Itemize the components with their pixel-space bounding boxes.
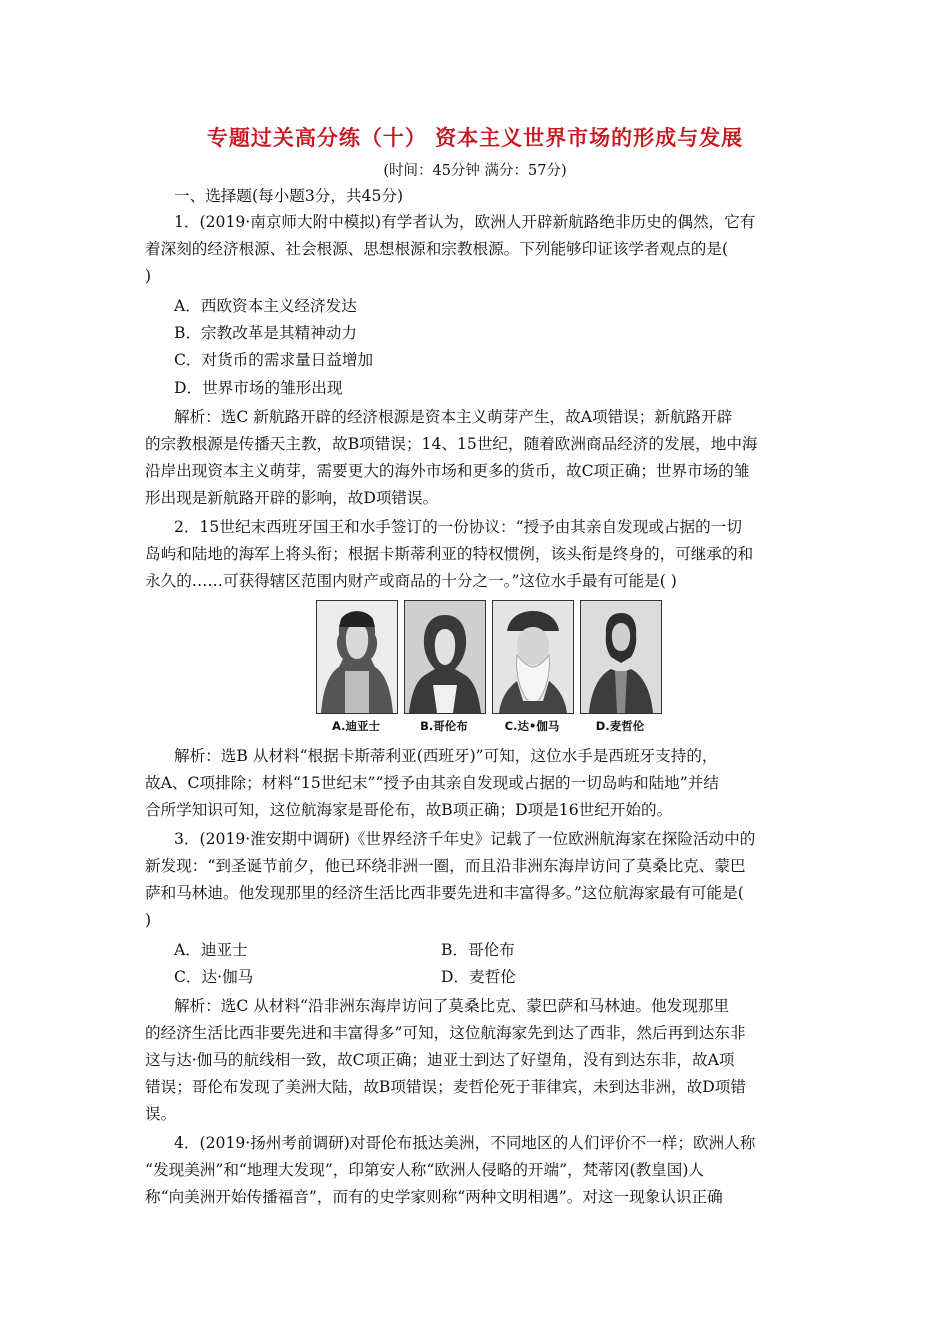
q3-analysis-line: 这与达·伽马的航线相一致，故C项正确；迪亚士到达了好望角，没有到达东非，故A项	[145, 1051, 735, 1069]
caption-c: C.达•伽马	[504, 719, 560, 733]
page-title: 专题过关高分练（十） 资本主义世界市场的形成与发展	[206, 126, 744, 150]
q3-option-d: D．麦哲伦	[441, 968, 516, 986]
q3-analysis-line: 误。	[145, 1105, 177, 1123]
q1-option-d: D．世界市场的雏形出现	[174, 379, 343, 397]
q1-option-b: B．宗教改革是其精神动力	[174, 324, 357, 342]
q2-analysis-line: 故A、C项排除；材料“15世纪末”“授予由其亲自发现或占据的一切岛屿和陆地”并结	[145, 774, 719, 792]
q3-stem-line: 萨和马林迪。他发现那里的经济生活比西非要先进和丰富得多。”这位航海家最有可能是(	[145, 884, 744, 902]
portrait-da-gama	[492, 600, 574, 714]
q2-analysis-line: 合所学知识可知，这位航海家是哥伦布，故B项正确；D项是16世纪开始的。	[145, 801, 673, 819]
q4-stem-line: “发现美洲”和“地理大发现”，印第安人称“欧洲人侵略的开端”，梵蒂冈(教皇国)人	[145, 1161, 704, 1179]
q1-stem-line: )	[145, 267, 152, 285]
q3-stem-line: )	[145, 911, 152, 929]
portrait-magellan	[580, 600, 662, 714]
q3-option-b: B．哥伦布	[441, 941, 515, 959]
q3-option-c: C．达·伽马	[174, 968, 254, 986]
q2-stem-line: 岛屿和陆地的海军上将头衔；根据卡斯蒂利亚的特权惯例，该头衔是终身的，可继承的和	[145, 545, 754, 563]
caption-d: D.麦哲伦	[595, 719, 645, 733]
caption-a: A.迪亚士	[332, 719, 380, 733]
q1-analysis-line: 的宗教根源是传播天主教，故B项错误；14、15世纪，随着欧洲商品经济的发展，地中海	[145, 435, 758, 453]
q1-option-c: C．对货币的需求量日益增加	[174, 351, 374, 369]
q1-analysis-line: 沿岸出现资本主义萌芽，需要更大的海外市场和更多的货币，故C项正确；世界市场的雏	[145, 462, 750, 480]
exam-info: (时间：45分钟 满分：57分)	[383, 163, 567, 179]
q1-stem-line: 着深刻的经济根源、社会根源、思想根源和宗教根源。下列能够印证该学者观点的是(	[145, 240, 729, 258]
portrait-figure	[314, 600, 644, 740]
q2-analysis-line: 解析：选B 从材料“根据卡斯蒂利亚(西班牙)”可知，这位水手是西班牙支持的，	[174, 747, 718, 765]
q1-analysis-line: 形出现是新航路开辟的影响，故D项错误。	[145, 489, 439, 507]
portrait-dias	[316, 600, 398, 714]
q3-stem-line: 新发现：“到圣诞节前夕，他已环绕非洲一圈，而且沿非洲东海岸访问了莫桑比克、蒙巴	[145, 857, 746, 875]
q3-analysis-line: 错误；哥伦布发现了美洲大陆，故B项错误；麦哲伦死于菲律宾，未到达非洲，故D项错	[145, 1078, 746, 1096]
caption-b: B.哥伦布	[420, 719, 468, 733]
q2-stem-line: 2．15世纪末西班牙国王和水手签订的一份协议：“授予由其亲自发现或占据的一切	[174, 518, 742, 536]
q3-analysis-line: 解析：选C 从材料“沿非洲东海岸访问了莫桑比克、蒙巴萨和马林迪。他发现那里	[174, 997, 730, 1015]
portrait-columbus	[404, 600, 486, 714]
q4-stem-line: 称“向美洲开始传播福音”，而有的史学家则称“两种文明相遇”。对这一现象认识正确	[145, 1188, 723, 1206]
q1-analysis-line: 解析：选C 新航路开辟的经济根源是资本主义萌芽产生，故A项错误；新航路开辟	[174, 408, 733, 426]
q1-option-a: A．西欧资本主义经济发达	[174, 297, 357, 315]
q3-option-a: A．迪亚士	[174, 941, 248, 959]
q1-stem-line: 1．(2019·南京师大附中模拟)有学者认为，欧洲人开辟新航路绝非历史的偶然，它有	[174, 213, 756, 231]
q3-analysis-line: 的经济生活比西非要先进和丰富得多”可知，这位航海家先到达了西非，然后再到达东非	[145, 1024, 746, 1042]
q4-stem-line: 4．(2019·扬州考前调研)对哥伦布抵达美洲，不同地区的人们评价不一样；欧洲人称	[174, 1134, 756, 1152]
q2-stem-line: 永久的……可获得辖区范围内财产或商品的十分之一。”这位水手最有可能是( )	[145, 572, 677, 590]
q3-stem-line: 3．(2019·淮安期中调研)《世界经济千年史》记载了一位欧洲航海家在探险活动中的	[174, 830, 756, 848]
section-heading: 一、选择题(每小题3分，共45分)	[174, 187, 404, 205]
